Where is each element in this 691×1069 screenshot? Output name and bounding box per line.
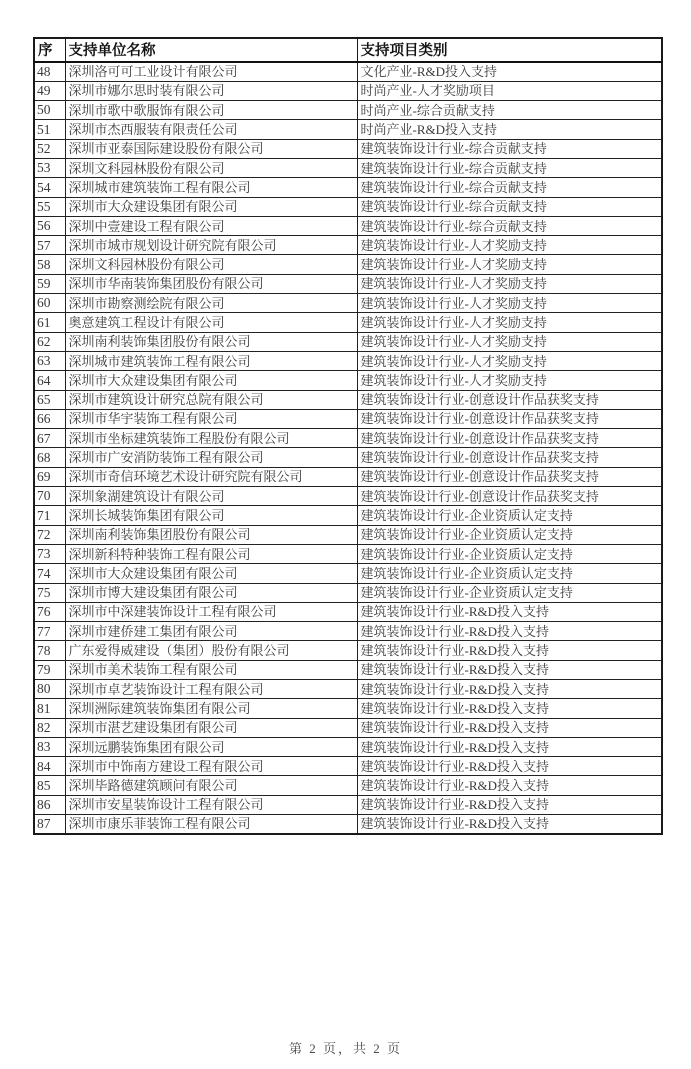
row-no: 61 [34,313,65,332]
row-category: 建筑装饰设计行业-企业资质认定支持 [357,506,662,525]
row-no: 76 [34,602,65,621]
table-row [34,737,662,756]
table-row [34,602,662,621]
row-no: 49 [34,81,65,100]
row-no: 53 [34,158,65,177]
row-category: 建筑装饰设计行业-综合贡献支持 [357,197,662,216]
table-row [34,351,662,370]
row-category: 建筑装饰设计行业-R&D投入支持 [357,622,662,641]
row-category: 建筑装饰设计行业-R&D投入支持 [357,602,662,621]
row-category: 建筑装饰设计行业-R&D投入支持 [357,680,662,699]
row-no: 85 [34,776,65,795]
row-no: 48 [34,62,65,81]
row-no: 87 [34,815,65,834]
table-row [34,158,662,177]
row-name: 深圳市康乐菲装饰工程有限公司 [65,815,357,834]
table-row [34,680,662,699]
table-body [34,62,662,834]
row-name: 深圳市安星装饰设计工程有限公司 [65,795,357,814]
row-name: 深圳市建侨建工集团有限公司 [65,622,357,641]
row-no: 84 [34,757,65,776]
row-category: 建筑装饰设计行业-综合贡献支持 [357,178,662,197]
table-row [34,139,662,158]
row-name: 深圳城市建筑装饰工程有限公司 [65,178,357,197]
column-header-unit-name: 支持单位名称 [65,38,357,62]
table-row [34,467,662,486]
row-name: 深圳市勘察测绘院有限公司 [65,294,357,313]
row-category: 建筑装饰设计行业-人才奖励支持 [357,332,662,351]
table-row [34,660,662,679]
table-row [34,274,662,293]
row-name: 深圳中壹建设工程有限公司 [65,216,357,235]
row-name: 深圳市湛艺建设集团有限公司 [65,718,357,737]
row-name: 奥意建筑工程设计有限公司 [65,313,357,332]
support-units-table [33,37,663,835]
row-name: 深圳洲际建筑装饰集团有限公司 [65,699,357,718]
row-no: 72 [34,525,65,544]
row-name: 深圳毕路德建筑顾问有限公司 [65,776,357,795]
row-category: 建筑装饰设计行业-综合贡献支持 [357,216,662,235]
row-category: 建筑装饰设计行业-人才奖励支持 [357,274,662,293]
row-name: 深圳象湖建筑设计有限公司 [65,487,357,506]
row-category: 建筑装饰设计行业-R&D投入支持 [357,776,662,795]
row-no: 80 [34,680,65,699]
row-category: 时尚产业-人才奖励项目 [357,81,662,100]
table-header-row [34,38,662,62]
row-no: 59 [34,274,65,293]
row-category: 建筑装饰设计行业-R&D投入支持 [357,795,662,814]
table-row [34,332,662,351]
row-no: 51 [34,120,65,139]
table-row [34,448,662,467]
row-no: 66 [34,409,65,428]
page-number-footer: 第 2 页，共 2 页 [288,1041,402,1056]
row-name: 深圳市华宇装饰工程有限公司 [65,409,357,428]
row-no: 83 [34,737,65,756]
row-name: 深圳市大众建设集团有限公司 [65,564,357,583]
row-no: 63 [34,351,65,370]
row-name: 深圳市建筑设计研究总院有限公司 [65,390,357,409]
row-name: 深圳城市建筑装饰工程有限公司 [65,351,357,370]
row-category: 建筑装饰设计行业-R&D投入支持 [357,699,662,718]
row-name: 深圳市大众建设集团有限公司 [65,371,357,390]
table-row [34,776,662,795]
row-name: 深圳市中饰南方建设工程有限公司 [65,757,357,776]
row-name: 深圳市卓艺装饰设计工程有限公司 [65,680,357,699]
row-no: 67 [34,429,65,448]
row-name: 深圳市广安消防装饰工程有限公司 [65,448,357,467]
column-header-project-category: 支持项目类别 [357,38,662,62]
row-name: 深圳市奇信环境艺术设计研究院有限公司 [65,467,357,486]
row-name: 深圳市博大建设集团有限公司 [65,583,357,602]
table-row [34,236,662,255]
row-category: 建筑装饰设计行业-R&D投入支持 [357,757,662,776]
row-no: 82 [34,718,65,737]
row-category: 建筑装饰设计行业-人才奖励支持 [357,313,662,332]
row-category: 建筑装饰设计行业-R&D投入支持 [357,815,662,834]
row-no: 62 [34,332,65,351]
table-row [34,120,662,139]
row-name: 深圳远鹏装饰集团有限公司 [65,737,357,756]
row-no: 54 [34,178,65,197]
row-category: 建筑装饰设计行业-创意设计作品获奖支持 [357,448,662,467]
row-no: 60 [34,294,65,313]
row-no: 70 [34,487,65,506]
row-name: 深圳长城装饰集团有限公司 [65,506,357,525]
table-row [34,699,662,718]
row-category: 建筑装饰设计行业-创意设计作品获奖支持 [357,429,662,448]
table-row [34,81,662,100]
row-category: 文化产业-R&D投入支持 [357,62,662,81]
row-category: 建筑装饰设计行业-综合贡献支持 [357,158,662,177]
row-category: 建筑装饰设计行业-企业资质认定支持 [357,583,662,602]
table-row [34,197,662,216]
row-no: 69 [34,467,65,486]
row-name: 深圳市美术装饰工程有限公司 [65,660,357,679]
row-category: 建筑装饰设计行业-创意设计作品获奖支持 [357,467,662,486]
table-row [34,371,662,390]
table-row [34,390,662,409]
table-row [34,294,662,313]
row-name: 广东爱得威建设（集团）股份有限公司 [65,641,357,660]
row-name: 深圳市城市规划设计研究院有限公司 [65,236,357,255]
row-category: 时尚产业-综合贡献支持 [357,101,662,120]
table-row [34,255,662,274]
row-no: 55 [34,197,65,216]
table-row [34,564,662,583]
row-category: 建筑装饰设计行业-创意设计作品获奖支持 [357,487,662,506]
row-no: 68 [34,448,65,467]
table-row [34,429,662,448]
row-category: 建筑装饰设计行业-人才奖励支持 [357,371,662,390]
table-row [34,178,662,197]
row-no: 74 [34,564,65,583]
row-no: 81 [34,699,65,718]
table-row [34,622,662,641]
row-category: 建筑装饰设计行业-企业资质认定支持 [357,525,662,544]
table-row [34,506,662,525]
table-row [34,718,662,737]
row-no: 79 [34,660,65,679]
row-category: 建筑装饰设计行业-创意设计作品获奖支持 [357,409,662,428]
row-name: 深圳市中深建装饰设计工程有限公司 [65,602,357,621]
row-no: 75 [34,583,65,602]
table-row [34,313,662,332]
row-name: 深圳文科园林股份有限公司 [65,255,357,274]
row-name: 深圳市华南装饰集团股份有限公司 [65,274,357,293]
table-row [34,487,662,506]
row-no: 71 [34,506,65,525]
row-name: 深圳市歌中歌服饰有限公司 [65,101,357,120]
table-row [34,815,662,834]
row-no: 52 [34,139,65,158]
row-name: 深圳新科特种装饰工程有限公司 [65,544,357,563]
row-name: 深圳市大众建设集团有限公司 [65,197,357,216]
row-name: 深圳市娜尔思时装有限公司 [65,81,357,100]
row-name: 深圳市杰西服装有限责任公司 [65,120,357,139]
table-row [34,757,662,776]
row-category: 建筑装饰设计行业-R&D投入支持 [357,641,662,660]
row-category: 时尚产业-R&D投入支持 [357,120,662,139]
row-name: 深圳市坐标建筑装饰工程股份有限公司 [65,429,357,448]
row-no: 65 [34,390,65,409]
table-row [34,216,662,235]
table-row [34,62,662,81]
row-name: 深圳洛可可工业设计有限公司 [65,62,357,81]
row-no: 77 [34,622,65,641]
table-row [34,795,662,814]
row-name: 深圳市亚泰国际建设股份有限公司 [65,139,357,158]
row-category: 建筑装饰设计行业-人才奖励支持 [357,294,662,313]
row-name: 深圳南利装饰集团股份有限公司 [65,332,357,351]
row-no: 64 [34,371,65,390]
row-category: 建筑装饰设计行业-创意设计作品获奖支持 [357,390,662,409]
column-header-no: 序 [34,38,65,62]
row-no: 73 [34,544,65,563]
row-name: 深圳南利装饰集团股份有限公司 [65,525,357,544]
table-row [34,409,662,428]
row-category: 建筑装饰设计行业-R&D投入支持 [357,718,662,737]
table-row [34,101,662,120]
row-category: 建筑装饰设计行业-综合贡献支持 [357,139,662,158]
row-category: 建筑装饰设计行业-企业资质认定支持 [357,564,662,583]
row-no: 56 [34,216,65,235]
row-category: 建筑装饰设计行业-R&D投入支持 [357,660,662,679]
row-category: 建筑装饰设计行业-人才奖励支持 [357,236,662,255]
row-category: 建筑装饰设计行业-人才奖励支持 [357,351,662,370]
row-no: 86 [34,795,65,814]
row-category: 建筑装饰设计行业-R&D投入支持 [357,737,662,756]
row-no: 57 [34,236,65,255]
table-row [34,583,662,602]
row-no: 78 [34,641,65,660]
row-no: 50 [34,101,65,120]
row-no: 58 [34,255,65,274]
table-row [34,525,662,544]
table-row [34,641,662,660]
table-row [34,544,662,563]
row-name: 深圳文科园林股份有限公司 [65,158,357,177]
row-category: 建筑装饰设计行业-企业资质认定支持 [357,544,662,563]
row-category: 建筑装饰设计行业-人才奖励支持 [357,255,662,274]
